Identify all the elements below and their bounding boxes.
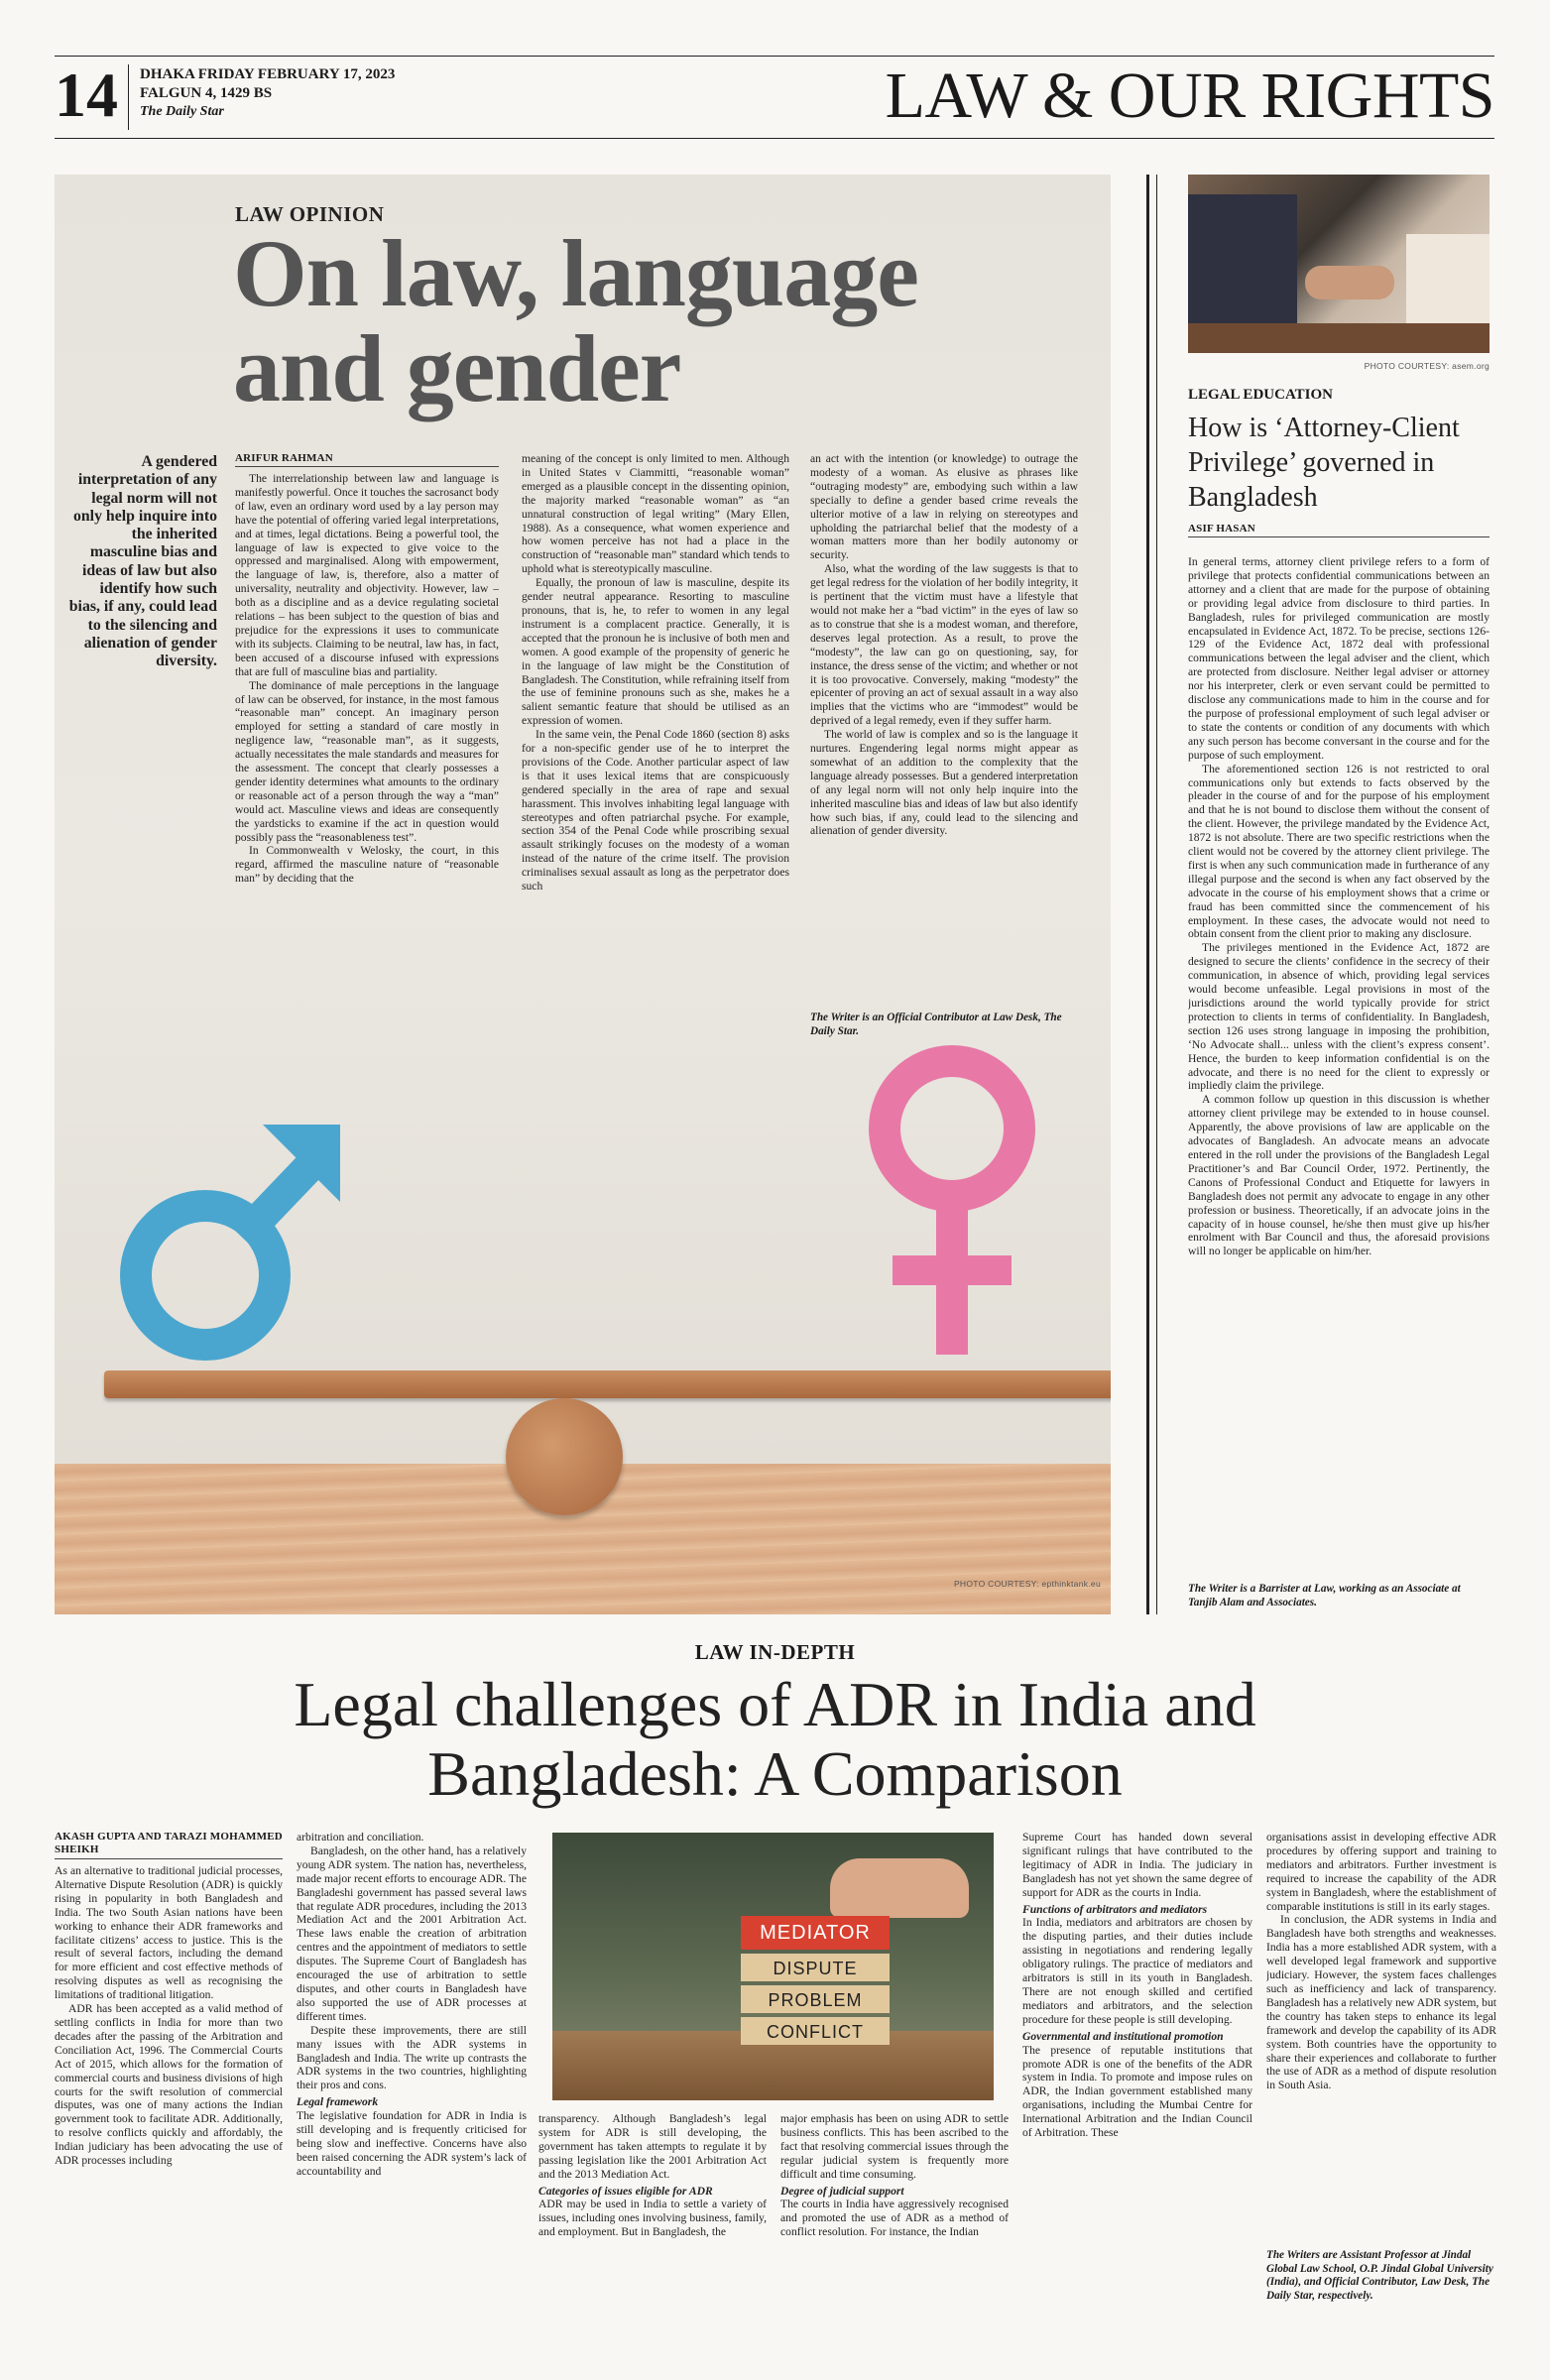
column-rule-thin xyxy=(1156,175,1157,1614)
photo-table xyxy=(1188,323,1490,353)
masthead-divider xyxy=(128,64,129,130)
article1-photo-credit: PHOTO COURTESY: epthinktank.eu xyxy=(953,1579,1101,1589)
article3-col6 xyxy=(1266,1831,1496,2338)
article1-col3 xyxy=(810,452,1078,1047)
article2-body: In general terms, attorney client privilege refers to a form of privilege that protects confidential communications between an attorney and a client that are made for the purpose of obtaining or providing legal advice from disclosure to third parties. In Bangladesh, rules for privileged communication are mostly encapsulated in Evidence Act, 1872. To be precise, sections 126-129 of the Evidence Act, 1872 deal with professional communications between the legal adviser and the client, which are protected from disclosure. Neither legal adviser or attorney nor his interpreter, clerk or even servant could be permitted to disclose any communications made to him in the course and for the purpose of professional employment of such legal adviser or to state the contents or condition of any documents with which any such person has become conversant in the course and for the purpose of such employment. The aforementioned section 126 is not restricted to oral communications only but extends to facts observed by the pleader in the course of and for the purpose of his employment and that he is not bound to disclose them without the consent of the client. However, the privilege mandated by the Evidence Act, 1872 is not absolute. There are two specific restrictions when the client would not be covered by the attorney client privilege. The first is when any such communication made in furtherance of any illegal purpose and the second is when any fact observed by the advocate in the course of his employment shows that a crime or fraud has been committed since the commencement of his employment. In these cases, the advocate would not need to obtain consent from the client prior to making any disclosure. The privileges mentioned in the Evidence Act, 1872 are designed to secure the clients’ confidence in the secrecy of their communication, in absence of which, providing legal services would become unfeasible. Legal provisions in most of the jurisdictions around the world typically provide for strict protection to clients in terms of confidentiality. In Bangladesh, section 126 uses strong language in imposing the prohibition, ‘No Advocate shall... unless with the client’s express consent’. Hence, the burden to keep information confidential is on the advocate, and there is no need for the client to expressly or impliedly claim the privilege. A common follow up question in this discussion is whether attorney client privilege may be extended to in house counsel. Apparently, the above provisions of law are applicable on the advocates of Bangladesh. An advocate means an advocate entered in the roll under the provisions of the Bangladesh Legal Practitioner’s and Bar Council Order, 1972. Pertinently, the Canons of Professional Conduct and Etiquette for lawyers in Bangladesh does not permit any advocate to engage in any other profession or business. Theoretically, if an advocate joins in the capacity of in house counsel, he/she then must give up his/her enrolment with Bar Council and thus, the aforesaid provisions will no longer be applicable on him/her. xyxy=(1188,555,1490,1258)
article2-headline: How is ‘Attorney-Client Privilege’ governed in Bangladesh xyxy=(1188,413,1460,513)
article3-col1-text: As an alternative to traditional judicial processes, Alternative Dispute Resolution (ADR) is quickly rising in popularity in both Bangladesh and India. The two South Asian nations have been working to enhance their ADR frameworks and facilitate citizens’ access to justice. This is the result of several factors, including the demand for more efficient and cost effective methods of resolving disputes as well as recognising the limitations of traditional litigation. ADR has been accepted as a valid method of settling conflicts in India for more than two decades after the passing of the Arbitration and Conciliation Act, 1996. The Commercial Courts Act of 2015, which allows for the formation of commercial courts and business divisions of high courts for the swift resolution of commercial disputes, was one of many actions the Indian government took to facilitate ADR. Additionally, to resolve conflicts quickly and affordably, the Indian judiciary has been advocating the use of ADR processes including xyxy=(55,1864,283,2168)
article3-col4: major emphasis has been on using ADR to settle business conflicts. This has been ascribed to the fact that resolving commercial issues through the regular judicial system is frequently more difficult and time consuming. Degree of judicial support The courts in India have aggressively recognised and promoted the use of ADR as a method of conflict resolution. For instance, the Indian xyxy=(780,2112,1009,2239)
headline-line-1: On law, language xyxy=(233,220,918,326)
page-number: 14 xyxy=(55,60,118,130)
photo-hands xyxy=(1305,266,1394,299)
feature-article xyxy=(55,175,1111,1614)
article3-byline: AKASH GUPTA AND TARAZI MOHAMMED SHEIKH xyxy=(55,1831,283,1859)
promotion-subhead: Governmental and institutional promotion xyxy=(1022,2029,1224,2043)
article3-headline-line-2: Bangladesh: A Comparison xyxy=(427,1738,1123,1809)
female-symbol-icon xyxy=(848,1037,1056,1365)
bangla-date: FALGUN 4, 1429 BS xyxy=(140,85,273,101)
article3-col1 xyxy=(55,1831,283,2336)
article2-byline-block xyxy=(1188,523,1490,543)
headline-line-2: and gender xyxy=(233,315,681,421)
fulcrum xyxy=(506,1398,623,1515)
article1-col1-text: The interrelationship between law and language is manifestly powerful. Once it touches the sacrosanct body of law, even an ordinary word used by a lay person may have the potential of offering varied legal interpretations, and at times, legal dictations. Being a powerful tool, the language of law is expected to give voice to the oppressed and marginalised. Along with empowerment, the language of law, is, therefore, also a matter of universality, neutrality and objectivity. However, law – both as a discipline and as a device regulating societal relations – has been subject to the question of bias and prejudice for the expressions it uses to communicate with its subjects. Claiming to be neutral, law has, in fact, been accused of a discourse infused with expressions that are full of masculine bias and partiality. The dominance of male perceptions in the language of law can be observed, for instance, in the most famous “reasonable man” concept. An imaginary person employed for setting a standard of care mostly in negligence law, “reasonable man”, as it suggests, actually necessitates the male standards and measures for the assessment. The concept that clearly possesses a gender identity determines what amounts to the ordinary or reasonable act of a person through the way a “man” would act. Masculine views and ideas are consequently the yardsticks to examine if the act in question would possibly pass the “reasonableness test”. In Commonwealth v Welosky, the court, in this regard, affirmed the masculine nature of “reasonable man” by deciding that the xyxy=(235,472,499,886)
article3-kicker: LAW IN-DEPTH xyxy=(694,1640,856,1664)
article2-writer-note: The Writer is a Barrister at Law, working as an Associate at Tanjib Alam and Associates. xyxy=(1188,1583,1461,1608)
functions-subhead: Functions of arbitrators and mediators xyxy=(1022,1902,1208,1916)
article3-col2: arbitration and conciliation. Bangladesh, on the other hand, has a relatively young ADR system. The nation has, nevertheless, made major recent efforts to encourage ADR. The Bangladeshi government has passed several laws that regulate ADR procedures, including the 2013 Mediation Act and the 2001 Arbitration Act. These laws enable the creation of arbitration centres and the appointment of mediators to settle disputes. The Supreme Court of Bangladesh has encouraged the use of arbitration to settle disputes, and other courts in Bangladesh have also supported the use of ADR processes at different times. Despite these improvements, there are still many issues with the ADR systems in Bangladesh and India. The write up contrasts the ADR systems in the two countries, highlighting their pros and cons. Legal framework The legislative foundation for ADR in India is still developing and is frequently criticised for being slow and ineffective. Concerns have also been raised concerning the ADR system’s lack of accountability and xyxy=(297,1831,527,2178)
photo-hand xyxy=(830,1858,969,1918)
article-kicker: LAW OPINION xyxy=(235,202,385,226)
section-title: LAW & OUR RIGHTS xyxy=(885,60,1494,132)
article2-photo-credit: PHOTO COURTESY: asem.org xyxy=(1364,361,1490,371)
article3-col5: Supreme Court has handed down several significant rulings that have contributed to the legitimacy of ADR in India. The judiciary in Bangladesh has not yet shown the same degree of support for ADR as the courts in India. Functions of arbitrators and mediators In India, mediators and arbitrators are chosen by the disputing parties, and their duties include assisting in negotiations and rendering legally obligatory rulings. The practice of mediators and arbitrators is still in its youth in Bangladesh. There are not enough skilled and certified mediators and arbitrators, and the selection procedure for these people is still developing. Governmental and institutional promotion The presence of reputable institutions that promote ADR is one of the benefits of the ADR system in India. To promote and impose rules on ADR, the Indian government established many organisations, including the Mumbai Centre for International Arbitration and the Indian Council of Arbitration. These xyxy=(1022,1831,1252,2140)
male-symbol-icon xyxy=(114,1107,352,1365)
article1-col1 xyxy=(235,452,499,1045)
article3-writer-note: The Writers are Assistant Professor at Jindal Global Law School, O.P. Jindal Global University (India), and Official Contributor, Law Desk, The Daily Star, respectively. xyxy=(1266,2249,1493,2302)
column-rule xyxy=(1146,175,1149,1614)
article3-col6-text: organisations assist in developing effective ADR procedures by offering support and training to mediators and arbitrators. Further investment is required to increase the capability of the ADR system in Bangladesh, where the establishment of comparable institutions is still in its early stages. In conclusion, the ADR systems in India and Bangladesh have both strengths and weaknesses. India has a more established ADR system, with a well developed legal framework and supportive judiciary. However, the system faces challenges such as inefficiency and lack of transparency. Bangladesh has a relatively new ADR system, but the country has taken steps to enhance its legal framework and develop the capability of its ADR system. Both countries have the opportunity to share their experiences and collaborate to further the use of ADR as a method of dispute resolution in South Asia. xyxy=(1266,1831,1496,2092)
judicial-support-subhead: Degree of judicial support xyxy=(780,2184,904,2198)
article3-headline-line-1: Legal challenges of ADR in India and xyxy=(294,1669,1256,1739)
article2-byline: ASIF HASAN xyxy=(1188,523,1490,537)
date-line: DHAKA FRIDAY FEBRUARY 17, 2023 xyxy=(140,66,396,82)
handshake-photo xyxy=(1188,175,1490,353)
article-headline xyxy=(233,220,918,421)
article1-col3-text: an act with the intention (or knowledge) to outrage the modesty of a woman. As elusive as phrases like “outraging modesty” are, embodying such within a law specially to define a gender based crime reveals the ulterior motive of a law in relying on stereotypes and upholding the patriarchal belief that the modesty of a woman matters more than her bodily autonomy or security. Also, what the wording of the law suggests is that to get legal redress for the violation of her bodily integrity, it is pertinent that the victim must have a lifestyle that would not make her a “bad victim” in the eyes of law so as to construe that she is a modest woman, and therefore, deserves legal protection. As a result, to prove the “modesty”, the law can go on questioning, say, for instance, the dress sense of the victim; and whether or not it is too provocative. Conversely, making “modesty” the epicenter of proving an act of sexual assault in a way also implies that the victims who are “immodest” would be deprived of a legal remedy, even if they suffer harm. The world of law is complex and so is the language it nurtures. Engendering legal norms might appear as somewhat of an addition to the complexity that the language already possesses. But a gendered interpretation of any legal norm will not only help inquire into the inherited masculine bias and ideas of law but also identify how such bias, if any, could lead to the silencing and alienation of gender diversity. xyxy=(810,452,1078,838)
article3-headline xyxy=(0,1670,1550,1809)
article1-col2: meaning of the concept is only limited to men. Although in United States v Ciammitti, “reasonable woman” emerged as a plausible concept in the dissenting opinion, the majority marked “reasonable woman” as “an unnatural construction of legal writing” (Mary Ellen, 1988). As a consequence, what women experience and how women perceive has not had a place in the construction of “reasonable man” standard which tends to uphold what is stereotypically masculine. Equally, the pronoun of law is masculine, despite its gender neutral appearance. Resorting to masculine pronouns, that is, he, to refer to women in any legal instrument is a complacent practice. Generally, it is accepted that the pronoun he is inclusive of both men and women. A good example of the propensity of generic he in the language of law might be the Constitution of Bangladesh. The Constitution, while refraining itself from the use of feminine pronouns such as she, makes he a salient semantic feature that should be utilised as an expression of women. In the same vein, the Penal Code 1860 (section 8) asks for a non-specific gender use of he to interpret the provisions of the Code. Another particular aspect of law is that it uses lexical items that are conspicuously gendered specially in the area of rape and sexual harassment. This involves inhabiting legal language with stereotypes and often patriarchal psyche. For example, section 354 of the Penal Code while proscribing sexual assault strikingly focuses on the modesty of a woman instead of the nature of the crime itself. The provision criminalises sexual assault as long as the perpetrator does such xyxy=(522,452,789,893)
paper-logo: The Daily Star xyxy=(140,104,224,119)
dispute-block: DISPUTE xyxy=(741,1954,890,1981)
article2-kicker: LEGAL EDUCATION xyxy=(1188,387,1334,403)
pullquote: A gendered interpretation of any legal norm will not only help inquire into the inherited masculine bias and ideas of law but also identify how such bias, if any, could lead to the silencing and alienation of gender diversity. xyxy=(68,453,217,670)
article1-byline: ARIFUR RAHMAN xyxy=(235,452,499,467)
problem-block: PROBLEM xyxy=(741,1985,890,2013)
masthead xyxy=(55,56,1494,139)
legal-framework-subhead: Legal framework xyxy=(297,2095,379,2109)
balance-board-icon xyxy=(104,1370,1111,1398)
conflict-block: CONFLICT xyxy=(741,2017,890,2045)
adr-photo xyxy=(552,1833,994,2100)
article1-writer-note: The Writer is an Official Contributor at Law Desk, The Daily Star. xyxy=(810,1012,1062,1037)
article3-col3: transparency. Although Bangladesh’s legal system for ADR is still developing, the government has taken attempts to regulate it by passing legislation like the 2001 Arbitration Act and the 2013 Mediation Act. Categories of issues eligible for ADR ADR may be used in India to settle a variety of issues, including ones involving business, family, and employment. But in Bangladesh, the xyxy=(538,2112,767,2239)
mediator-block: MEDIATOR xyxy=(741,1916,890,1950)
categories-subhead: Categories of issues eligible for ADR xyxy=(538,2184,713,2198)
